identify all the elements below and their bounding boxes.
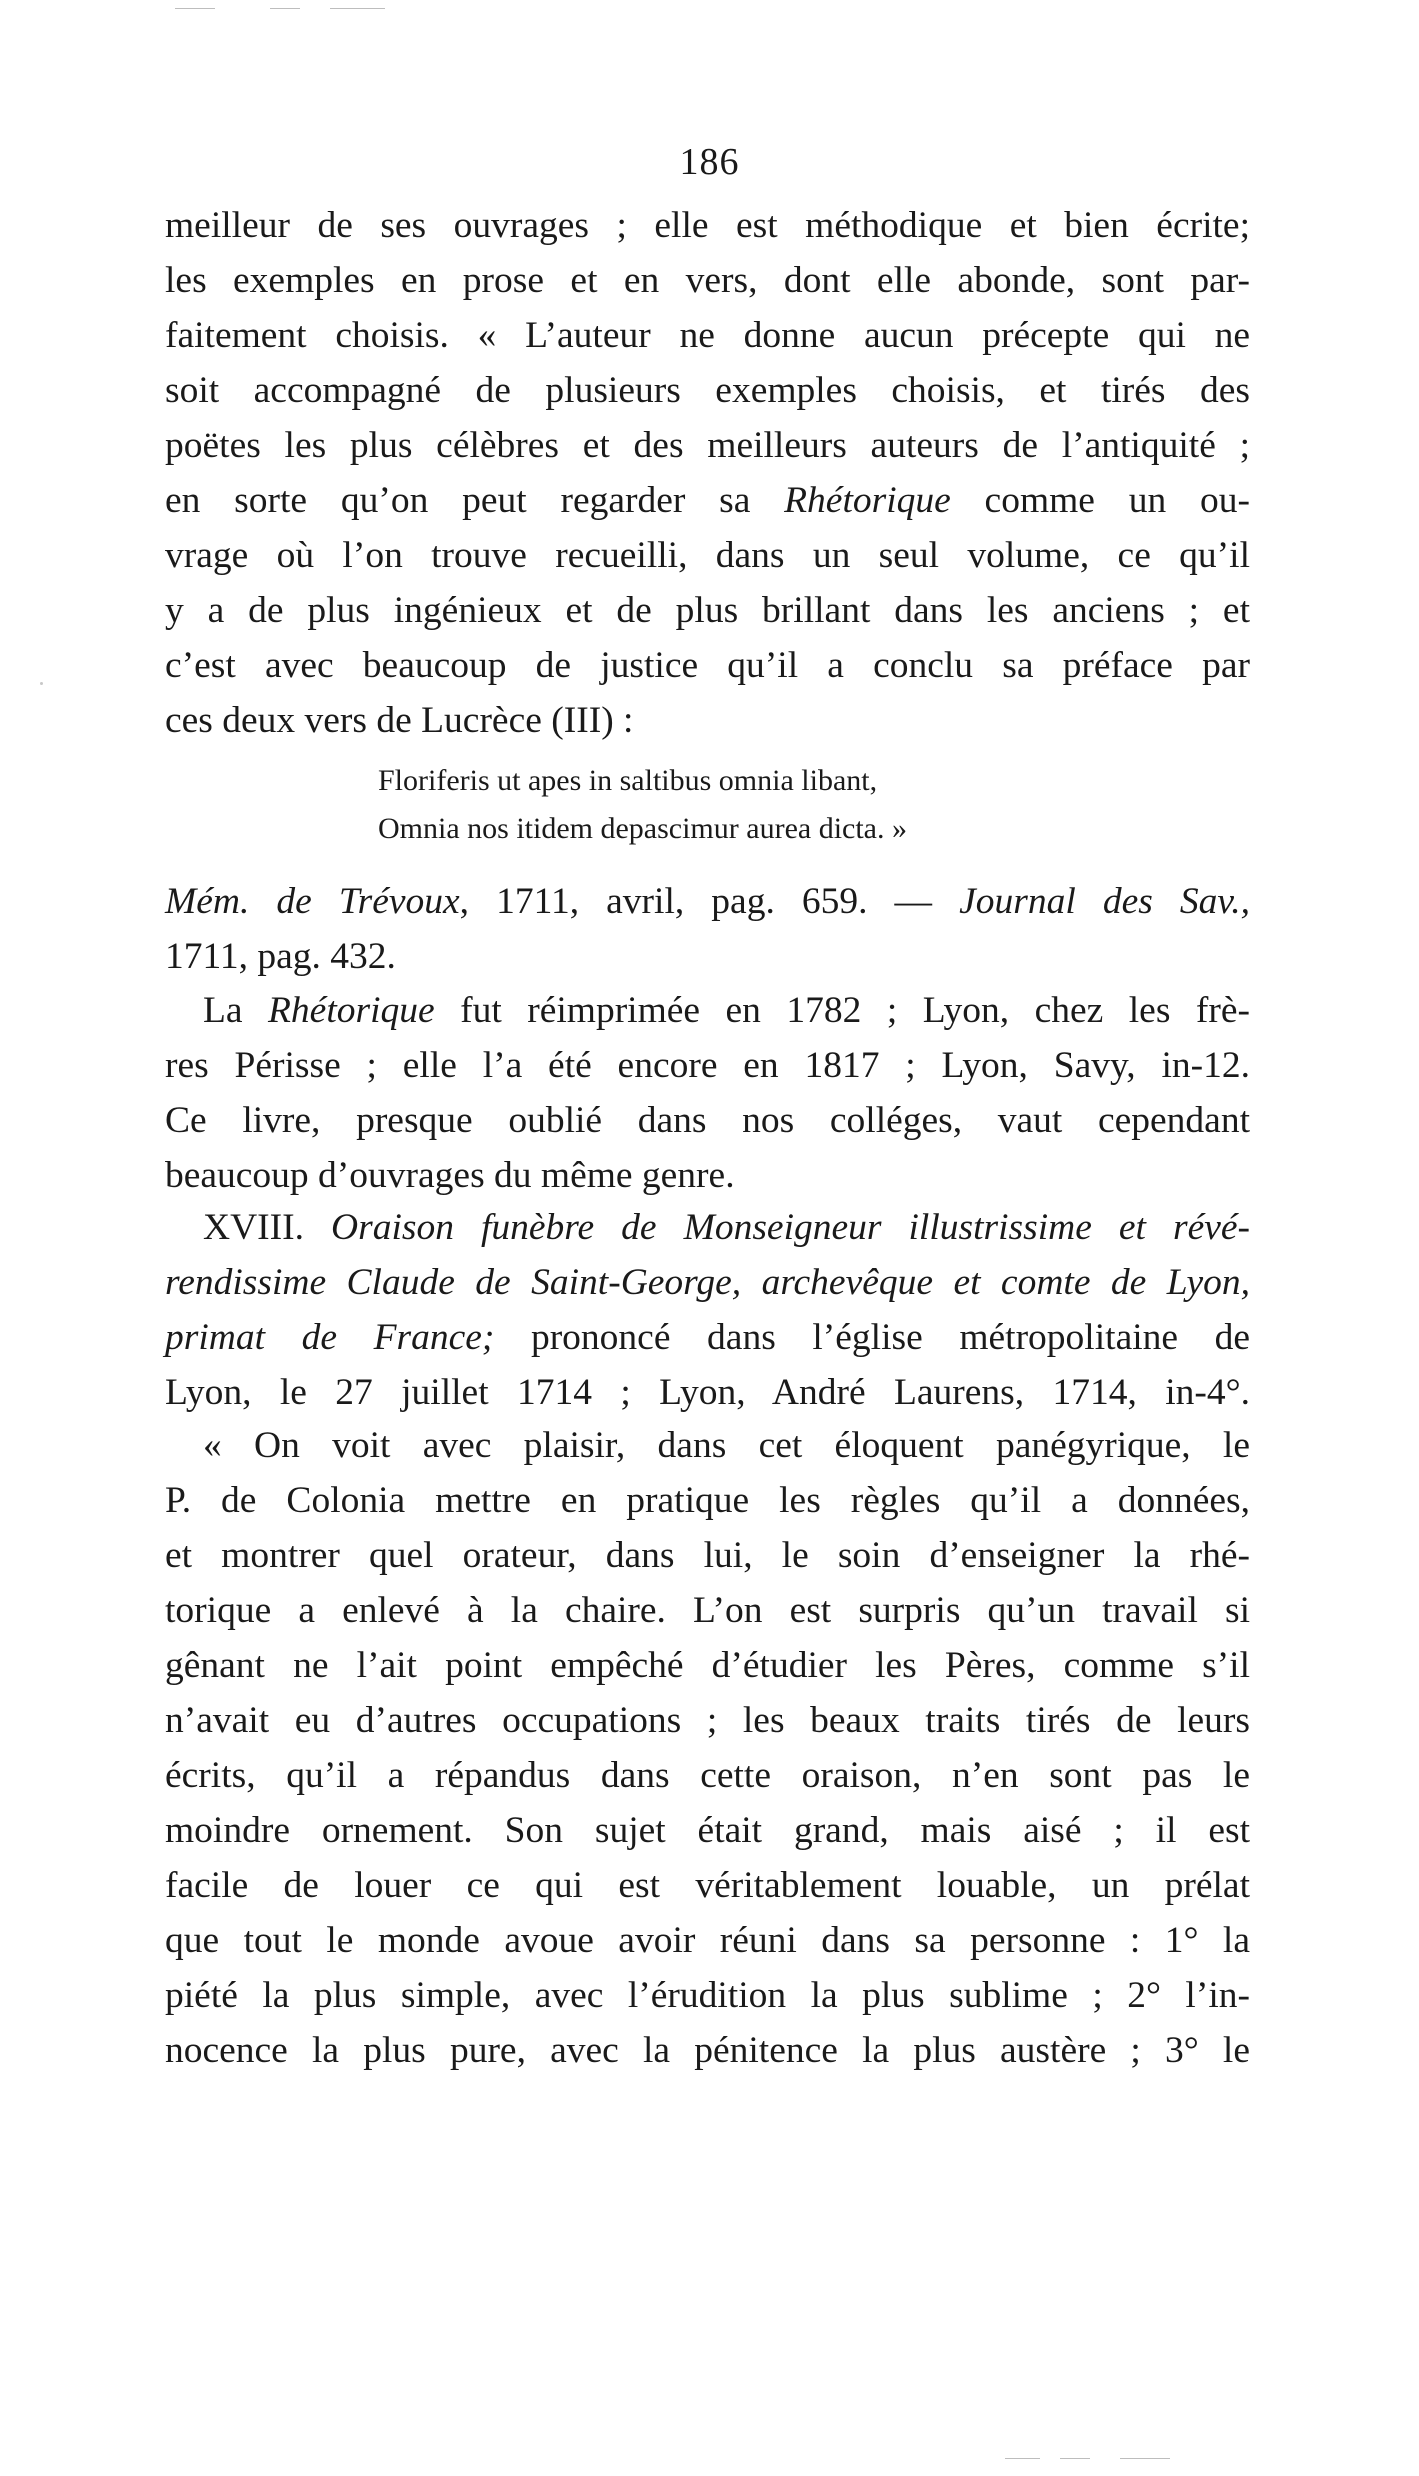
scan-mark-top-1 [175, 8, 215, 9]
text-line: facile de louer ce qui est véritablement louable, un prélat [165, 1865, 1250, 1906]
text-line: gênant ne l’ait point empêché d’étudier les Pères, comme s’il [165, 1645, 1250, 1686]
text-line: écrits, qu’il a répandus dans cette oraison, n’en sont pas le [165, 1755, 1250, 1796]
citation-source-italic: Mém. de Trévoux [165, 881, 460, 922]
scan-mark-bottom-2 [1060, 2458, 1090, 2459]
text-line: vrage où l’on trouve recueilli, dans un seul volume, ce qu’il [165, 535, 1250, 576]
verse-line: Floriferis ut apes in saltibus omnia libant, [378, 764, 878, 797]
text-line: y a de plus ingénieux et de plus brillant dans les anciens ; et [165, 590, 1250, 631]
text-line-with-italic [165, 983, 1250, 1038]
citation-line [165, 874, 1250, 929]
verse-line: Omnia nos itidem depascimur aurea dicta. » [378, 812, 907, 845]
citation [165, 874, 1250, 984]
text-line: soit accompagné de plusieurs exemples choisis, et tirés des [165, 370, 1250, 411]
entry-title-italic: rendissime Claude de Saint-George, archevêque et comte de Lyon, [165, 1262, 1250, 1303]
scan-mark-top-2 [270, 8, 300, 9]
text-line: c’est avec beaucoup de justice qu’il a conclu sa préface par [165, 645, 1250, 686]
text-line: res Périsse ; elle l’a été encore en 1817 ; Lyon, Savy, in-12. [165, 1045, 1250, 1086]
text-fragment: en sorte qu’on peut regarder sa [165, 480, 785, 521]
entry-publication-line: Lyon, le 27 juillet 1714 ; Lyon, André Laurens, 1714, in-4°. [165, 1372, 1250, 1413]
paragraph-2 [165, 983, 1250, 1203]
entry-xviii [165, 1200, 1250, 1420]
text-line: « On voit avec plaisir, dans cet éloquent panégyrique, le [203, 1425, 1250, 1466]
text-fragment: prononcé dans l’église métropolitaine de [494, 1317, 1251, 1358]
text-line-with-italic [165, 473, 1250, 528]
text-line: torique a enlevé à la chaire. L’on est surpris qu’un travail si [165, 1590, 1250, 1631]
entry-title-line [165, 1310, 1250, 1365]
text-line: meilleur de ses ouvrages ; elle est méthodique et bien écrite; [165, 205, 1250, 246]
verse-quotation [378, 757, 907, 853]
text-line: nocence la plus pure, avec la pénitence la plus austère ; 3° le [165, 2030, 1250, 2071]
text-line: beaucoup d’ouvrages du même genre. [165, 1155, 735, 1196]
scan-mark-bottom-3 [1120, 2458, 1170, 2459]
text-line: n’avait eu d’autres occupations ; les beaux traits tirés de leurs [165, 1700, 1250, 1741]
text-fragment: fut réimprimée en 1782 ; Lyon, chez les frè- [434, 990, 1250, 1031]
citation-line: 1711, pag. 432. [165, 936, 396, 977]
text-line: piété la plus simple, avec l’érudition la plus sublime ; 2° l’in- [165, 1975, 1250, 2016]
paragraph-3 [165, 1418, 1250, 2078]
scan-mark-top-3 [330, 8, 385, 9]
text-line: P. de Colonia mettre en pratique les règles qu’il a données, [165, 1480, 1250, 1521]
text-line: que tout le monde avoue avoir réuni dans sa personne : 1° la [165, 1920, 1250, 1961]
text-fragment: La [203, 990, 269, 1031]
citation-source-italic: Journal des Sav., [959, 881, 1250, 922]
scan-mark-bottom-1 [1005, 2458, 1040, 2459]
text-line: ces deux vers de Lucrèce (III) : [165, 700, 634, 741]
text-line: les exemples en prose et en vers, dont elle abonde, sont par- [165, 260, 1250, 301]
text-line: et montrer quel orateur, dans lui, le soin d’enseigner la rhé- [165, 1535, 1250, 1576]
page-number: 186 [679, 141, 740, 183]
paragraph-1 [165, 198, 1250, 748]
entry-number: XVIII. [203, 1207, 332, 1248]
text-line: faitement choisis. « L’auteur ne donne aucun précepte qui ne [165, 315, 1250, 356]
text-line: poëtes les plus célèbres et des meilleurs auteurs de l’antiquité ; [165, 425, 1250, 466]
entry-title-italic: Oraison funèbre de Monseigneur illustrissime et révé- [331, 1207, 1250, 1248]
text-line: Ce livre, presque oublié dans nos colléges, vaut cependant [165, 1100, 1250, 1141]
italic-title: Rhétorique [784, 480, 951, 521]
italic-title: Rhétorique [268, 990, 435, 1031]
scan-dot [40, 682, 43, 685]
entry-title-italic: primat de France; [165, 1317, 495, 1358]
citation-text: , 1711, avril, pag. 659. — [459, 881, 960, 922]
text-fragment: comme un ou- [950, 480, 1250, 521]
entry-title-line [165, 1255, 1250, 1310]
text-line: moindre ornement. Son sujet était grand, mais aisé ; il est [165, 1810, 1250, 1851]
entry-title-line [165, 1200, 1250, 1255]
